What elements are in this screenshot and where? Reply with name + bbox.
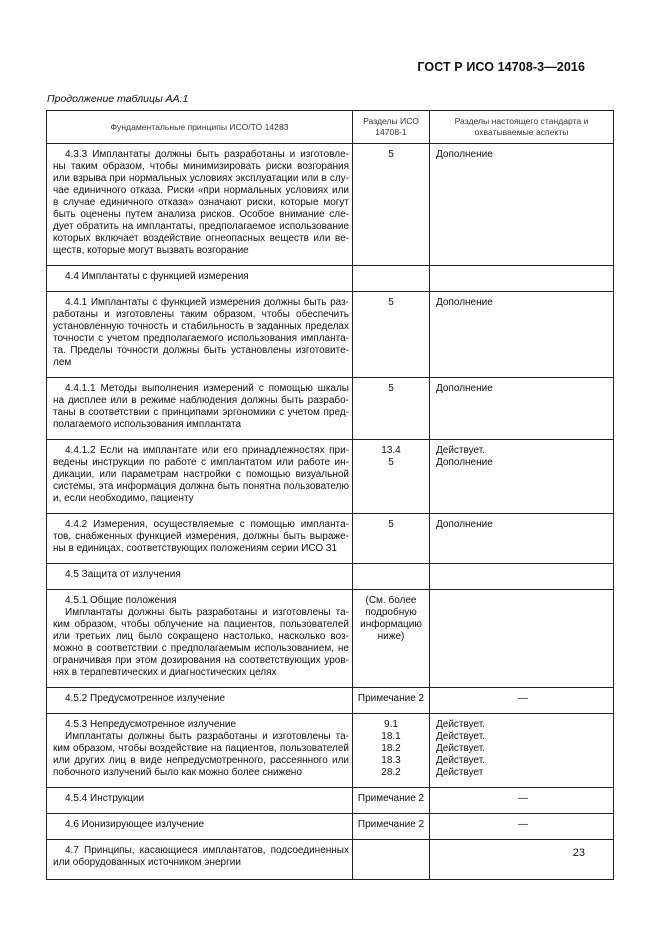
iso-section-ref: ниже) [377, 631, 405, 642]
principle-cell [47, 590, 353, 688]
iso-section-ref: 9.1 [384, 719, 398, 730]
iso-section-ref: 5 [388, 383, 394, 394]
iso-section-cell [353, 688, 430, 714]
iso-section-ref: 5 [388, 519, 394, 530]
principle-text-line: ведены инструкции по работе с имплантатом или работе ин- [53, 457, 349, 468]
iso-section-ref: подробную [365, 607, 417, 618]
principle-text-line: ограничивая при этом дозирования на соответствующих уров- [53, 655, 349, 666]
principle-text-line: ществ, которые могут вызвать возгорание [53, 245, 249, 256]
aspect-text: Дополнение [436, 149, 493, 160]
principle-text-line: которых включает воздействие огнеопасных веществ или ве- [53, 233, 349, 244]
aspect-text: Дополнение [436, 457, 493, 468]
principle-text-line: в случае единичного отказа» означают риски, которые могут [53, 197, 349, 208]
column-header-iso-sections: Разделы ИСО 14708-1 [353, 111, 430, 144]
aspect-cell [430, 564, 614, 590]
principle-text-line: 4.5.3 Непредусмотренное излучение [65, 719, 237, 730]
principle-text-line: таны в соответствии с принципами эргономики с учетом пред- [53, 407, 349, 418]
aspect-text: Дополнение [436, 383, 493, 394]
principle-cell [47, 144, 353, 266]
principle-text-line: ны в единицах, соответствующих положениям серии ИСО 31 [53, 543, 338, 554]
column-header-standard-sections: Разделы настоящего стандарта и охватываемые аспекты [430, 111, 614, 144]
iso-section-ref: Примечание 2 [357, 793, 425, 804]
table-row [47, 688, 614, 714]
standard-designation: ГОСТ Р ИСО 14708-3—2016 [417, 60, 585, 74]
table-row [47, 564, 614, 590]
table-row [47, 814, 614, 840]
principle-text-line: 4.5.4 Инструкции [65, 793, 145, 804]
principle-text-line: Имплантаты должны быть разработаны и изготовлены та- [65, 731, 349, 742]
table-row [47, 440, 614, 514]
principle-text-line: 4.5 Защита от излучения [65, 569, 181, 580]
aspect-cell [430, 378, 614, 440]
aspect-cell [430, 514, 614, 564]
table-row [47, 292, 614, 378]
aspect-dash: — [518, 793, 528, 804]
principle-text-line: ким образом, чтобы воздействие на пациентов, пользователей [53, 743, 349, 754]
table-row [47, 514, 614, 564]
principle-text-line: 4.5.2 Предусмотренное излучение [65, 693, 226, 704]
principle-text-line: дикации, или параметрам настройки с помощью визуальной [53, 469, 349, 480]
principle-text-line: 4.4.1.2 Если на имплантате или его принадлежностях при- [65, 445, 349, 456]
table-row [47, 590, 614, 688]
principle-text-line: Имплантаты должны быть разработаны и изготовлены та- [65, 607, 349, 618]
iso-section-ref: информацию [360, 619, 422, 630]
principle-text-line: ким образом, чтобы облучение на пациентов, пользователей [53, 619, 349, 630]
aspect-cell [430, 590, 614, 688]
principles-table [46, 110, 614, 880]
principle-text-line: или взрыва при нормальных условиях эксплуатации или в слу- [53, 173, 349, 184]
iso-section-ref: Примечание 2 [357, 819, 425, 830]
table-row [47, 788, 614, 814]
principle-text-line: или других лиц в виде непредусмотренного, рассеянного или [53, 755, 349, 766]
principle-text-line: системы, эта информация должна быть понятна пользователю [53, 481, 349, 492]
principle-cell [47, 564, 353, 590]
aspect-cell [430, 292, 614, 378]
principle-text-line: 4.5.1 Общие положения [65, 595, 177, 606]
principle-cell [47, 688, 353, 714]
iso-section-ref: 13.4 [381, 445, 401, 456]
principle-text-line: или оборудованных источником энергии [53, 857, 241, 868]
iso-section-ref: 5 [388, 149, 394, 160]
page-number: 23 [572, 847, 585, 859]
principle-text-line: тов, снабженных функцией измерения, должны быть выраже- [53, 531, 349, 542]
aspect-text: Действует. [436, 731, 485, 742]
aspect-text: Действует. [436, 755, 485, 766]
principle-text-line: точности с учетом предполагаемого использования импланта- [53, 333, 349, 344]
iso-section-cell [353, 788, 430, 814]
aspect-cell [430, 144, 614, 266]
table-row [47, 840, 614, 880]
aspect-text: Действует [436, 767, 484, 778]
iso-section-cell [353, 590, 430, 688]
iso-section-cell [353, 144, 430, 266]
iso-section-cell [353, 840, 430, 880]
principle-text-line: 4.6 Ионизирующее излучение [65, 819, 205, 830]
principle-cell [47, 788, 353, 814]
iso-section-cell [353, 266, 430, 292]
principle-text-line: или третьих лиц было сокращено настолько, насколько воз- [53, 631, 349, 642]
aspect-cell [430, 814, 614, 840]
principle-text-line: побочного излучений было как можно более снижено [53, 767, 302, 778]
table-body [47, 144, 614, 880]
principle-text-line: дует обратить на имплантаты, предполагаемое использование [53, 221, 349, 232]
aspect-cell [430, 440, 614, 514]
aspect-text: Дополнение [436, 297, 493, 308]
principle-text-line: 4.4 Имплантаты с функцией измерения [65, 271, 249, 282]
principle-cell [47, 440, 353, 514]
principle-text-line: быть оценены путем анализа рисков. Особое внимание сле- [53, 209, 349, 220]
principle-text-line: 4.4.2 Измерения, осуществляемые с помощью имплантa- [65, 519, 349, 530]
principle-cell [47, 292, 353, 378]
table-row [47, 378, 614, 440]
aspect-text: Действует. [436, 719, 485, 730]
iso-section-cell [353, 714, 430, 788]
aspect-text: Дополнение [436, 519, 493, 530]
table-caption: Продолжение таблицы АА.1 [47, 93, 189, 105]
aspect-cell [430, 714, 614, 788]
table-row [47, 266, 614, 292]
principle-text-line: 4.4.1 Имплантаты с функцией измерения должны быть раз- [65, 297, 349, 308]
aspect-text: Действует. [436, 743, 485, 754]
column-header-principles: Фундаментальные принципы ИСО/ТО 14283 [47, 111, 353, 144]
principle-text-line: работаны и изготовлены таким образом, чтобы обеспечить [53, 309, 349, 320]
principle-text-line: нях в терапевтических и диагностических целях [53, 667, 277, 678]
principle-text-line: и, если необходимо, пациенту [53, 493, 194, 504]
iso-section-ref: 18.3 [381, 755, 401, 766]
iso-section-cell [353, 814, 430, 840]
iso-section-cell [353, 564, 430, 590]
iso-section-ref: 5 [388, 457, 394, 468]
principle-text-line: полагаемого использования имплантата [53, 419, 242, 430]
iso-section-ref: (См. более [365, 595, 417, 606]
principle-cell [47, 814, 353, 840]
iso-section-ref: Примечание 2 [357, 693, 425, 704]
aspect-cell [430, 788, 614, 814]
principle-text-line: ны таким образом, чтобы минимизировать риски возгорания [53, 161, 349, 172]
iso-section-cell [353, 514, 430, 564]
iso-section-ref: 18.2 [381, 743, 401, 754]
aspect-cell [430, 840, 614, 880]
aspect-cell [430, 266, 614, 292]
principle-cell [47, 840, 353, 880]
iso-section-ref: 5 [388, 297, 394, 308]
iso-section-ref: 28.2 [381, 767, 401, 778]
principle-text-line: 4.7 Принципы, касающиеся имплантатов, подсоединенных [65, 845, 349, 856]
principle-text-line: на дисплее или в режиме наблюдения должны быть разрабо- [53, 395, 349, 406]
iso-section-cell [353, 440, 430, 514]
table-row [47, 144, 614, 266]
aspect-dash: — [518, 693, 528, 704]
iso-section-cell [353, 292, 430, 378]
iso-section-ref: 18.1 [381, 731, 401, 742]
principle-text-line: 4.3.3 Имплантаты должны быть разработаны и изготовле- [65, 149, 349, 160]
aspect-dash: — [518, 819, 528, 830]
principle-text-line: чае единичного отказа. Риски «при нормальных условиях или [53, 185, 349, 196]
table-header-row [47, 111, 614, 144]
principle-text-line: та. Пределы точности должны быть установлены изготовите- [53, 345, 349, 356]
aspect-text: Действует. [436, 445, 485, 456]
principle-text-line: 4.4.1.1 Методы выполнения измерений с помощью шкалы [65, 383, 349, 394]
principle-text-line: можно в соответствии с предполагаемым использованием, не [53, 643, 349, 654]
principle-cell [47, 514, 353, 564]
principle-cell [47, 266, 353, 292]
principle-text-line: установленную точность и стабильность в заданных пределах [53, 321, 349, 332]
aspect-cell [430, 688, 614, 714]
principle-cell [47, 714, 353, 788]
iso-section-cell [353, 378, 430, 440]
table-row [47, 714, 614, 788]
principle-cell [47, 378, 353, 440]
principle-text-line: лем [53, 357, 72, 368]
